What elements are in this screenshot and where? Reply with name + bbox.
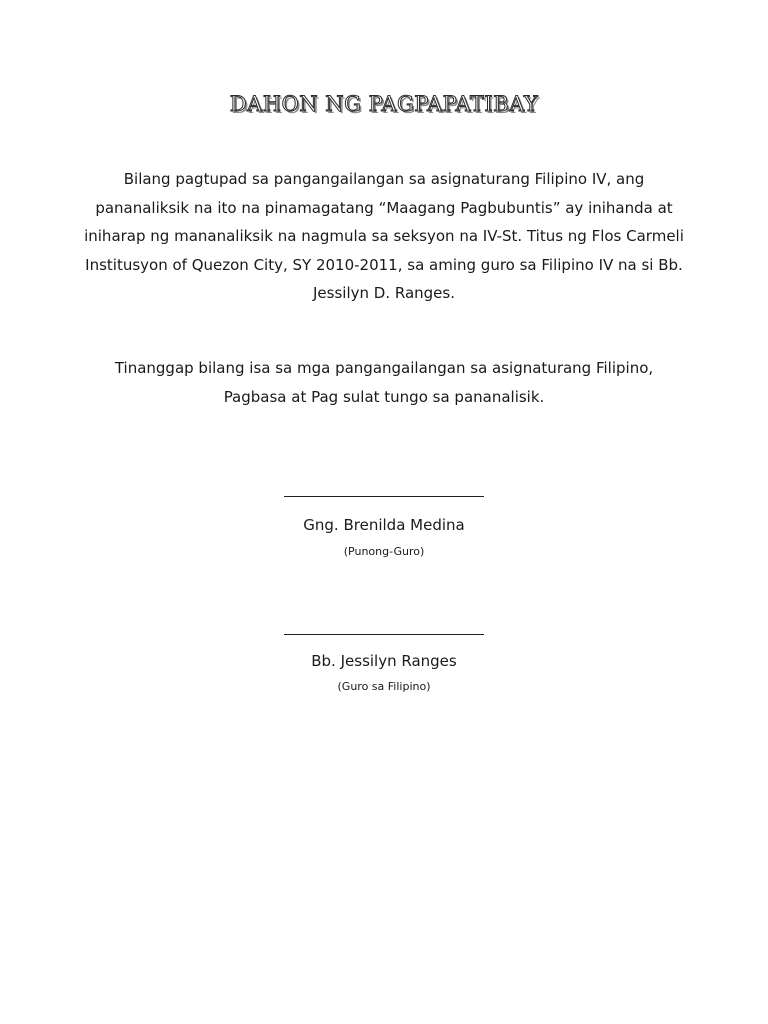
signatory-name: Gng. Brenilda Medina [303, 516, 465, 534]
approval-paragraph: Bilang pagtupad sa pangangailangan sa asignaturang Filipino IV, ang pananaliksik na ito na pinamagatang “Maagang Pagbubuntis” ay inihanda at iniharap ng mananaliksik na nagmula sa seksyon na IV-St. Titus ng Flos Carmeli Institusyon of Quezon City, SY 2010-2011, sa aming guro sa Filipino IV na si Bb. Jessilyn D. Ranges. [84, 170, 684, 302]
signatory-role: (Punong-Guro) [343, 545, 425, 558]
signature-block-principal [234, 496, 534, 558]
page-title: DAHON NG PAGPAPATIBAY [229, 92, 539, 116]
acceptance-paragraph: Tinanggap bilang isa sa mga pangangailangan sa asignaturang Filipino, Pagbasa at Pag sulat tungo sa pananalisik. [114, 359, 654, 406]
signature-line [284, 496, 484, 497]
signature-block-teacher [234, 634, 534, 693]
signatory-name: Bb. Jessilyn Ranges [311, 652, 457, 670]
signature-line [284, 634, 484, 635]
signatory-role: (Guro sa Filipino) [337, 680, 431, 693]
